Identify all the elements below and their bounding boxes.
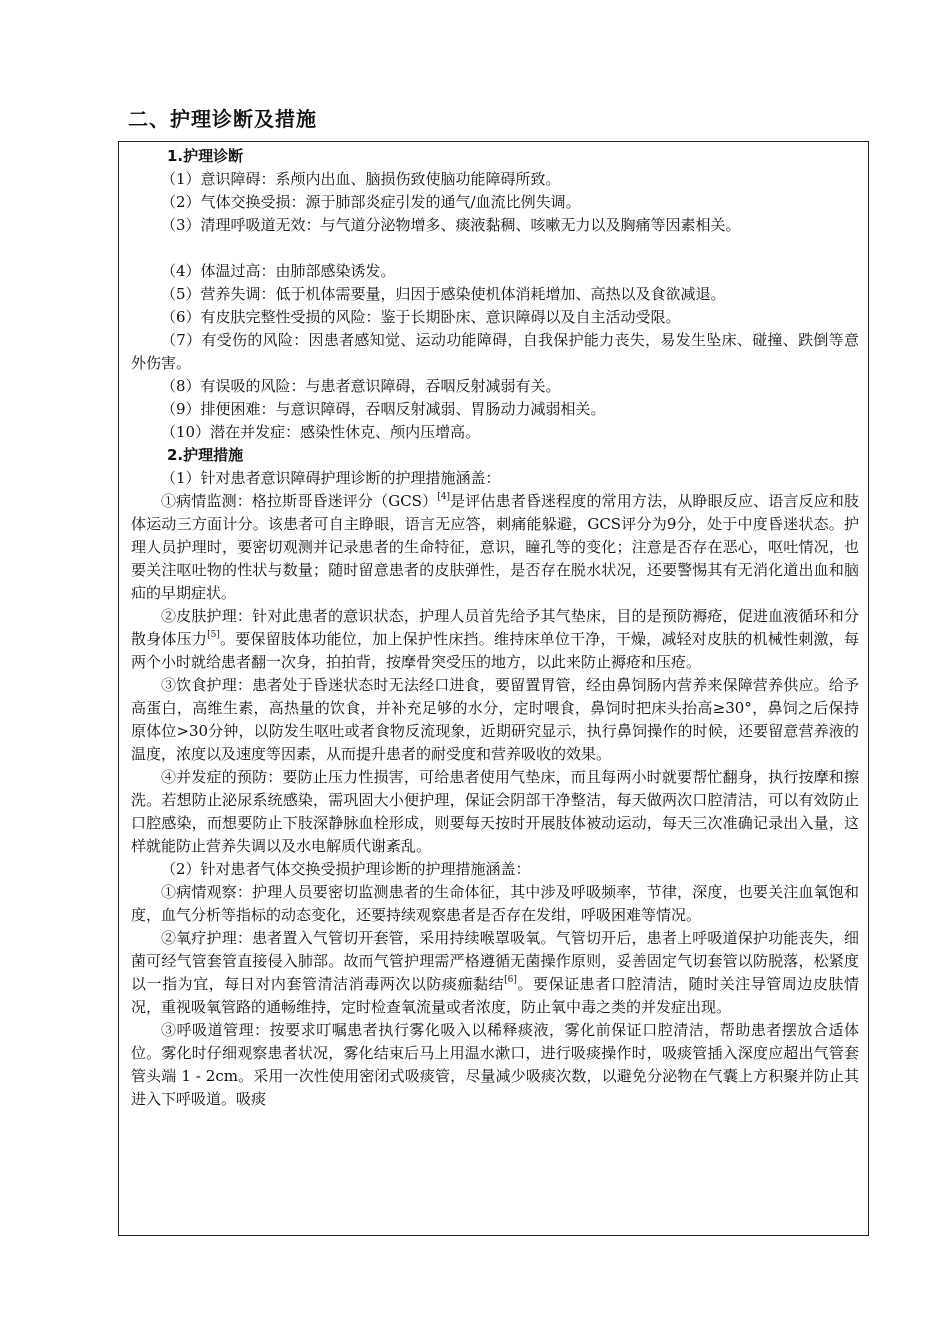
measure-condition-observation: ①病情观察：护理人员要密切监测患者的生命体征，其中涉及呼吸频率，节律，深度，也要关注血氧饱和度，血气分析等指标的动态变化，还要持续观察患者是否存在发绀，呼吸困难等情况。 [131,883,859,924]
diagnosis-item-10: （10）潜在并发症：感染性休克、颅内压增高。 [161,423,481,441]
measure-text: ②皮肤护理：针对此患者的意识状态，护理人员首先给予其气垫床，目的是预防褥疮，促进血液循环和分散身体压力 [131,607,859,648]
measure-text: ②氧疗护理：患者置入气管切开套管，采用持续喉罩吸氧。气管切开后，患者上呼吸道保护功能丧失，细菌可经气管套管直接侵入肺部。故而气管护理需严格遵循无菌操作原则，妥善固定气切套管以防脱落，松紧度以一指为宜，每日对内套管清洁消毒两次以防痰痂黏结 [131,929,859,993]
diagnosis-item-6: （6）有皮肤完整性受损的风险：鉴于长期卧床、意识障碍以及自主活动受限。 [161,308,681,326]
diagnosis-item-8: （8）有误吸的风险：与患者意识障碍，吞咽反射减弱有关。 [161,377,561,395]
citation-5: [5] [207,630,220,640]
measure-oxygen-therapy [131,927,859,1019]
diagnosis-item-4: （4）体温过高：由肺部感染诱发。 [161,262,396,280]
measure-text: ①病情监测：格拉斯哥昏迷评分（GCS） [161,492,438,510]
citation-6: [6] [504,975,517,985]
diagnosis-item-3: （3）清理呼吸道无效：与气道分泌物增多、痰液黏稠、咳嗽无力以及胸痛等因素相关。 [161,216,741,234]
measures-heading: 2.护理措施 [167,446,244,464]
measure-complication-prevention: ④并发症的预防：要防止压力性损害，可给患者使用气垫床，而且每两小时就要帮忙翻身，执行按摩和擦洗。若想防止泌尿系统感染，需巩固大小便护理，保证会阴部干净整洁，每天做两次口腔清洁，可以有效防止口腔感染，而想要防止下肢深静脉血栓形成，则要每天按时开展肢体被动运动，每天三次准确记录出入量，这样就能防止营养失调以及水电解质代谢紊乱。 [131,768,859,855]
measure-airway-management: ③呼吸道管理：按要求叮嘱患者执行雾化吸入以稀释痰液，雾化前保证口腔清洁，帮助患者摆放合适体位。雾化时仔细观察患者状况，雾化结束后马上用温水漱口，进行吸痰操作时，吸痰管插入深度应超出气管套管头端 1 - 2cm。采用一次性使用密闭式吸痰管，尽量减少吸痰次数，以避免分泌物在气囊上方积聚并防止其进入下呼吸道。吸痰 [131,1021,859,1108]
diagnosis-item-2: （2）气体交换受损：源于肺部炎症引发的通气/血流比例失调。 [161,193,581,211]
measure-text: 是评估患者昏迷程度的常用方法，从睁眼反应、语言反应和肢体运动三方面计分。该患者可自主睁眼，语言无应答，刺痛能躲避，GCS评分为9分，处于中度昏迷状态。护理人员护理时，要密切观测并记录患者的生命特征，意识，瞳孔等的变化；注意是否存在恶心，呕吐情况，也要关注呕吐物的性状与数量；随时留意患者的皮肤弹性，是否存在脱水状况，还要警惕其有无消化道出血和脑疝的早期症状。 [131,492,859,602]
measure-condition-monitoring [131,490,859,605]
measure-text: 。要保证患者口腔清洁，随时关注导管周边皮肤情况，重视吸氧管路的通畅维持，定时检查氧流量或者浓度，防止氧中毒之类的并发症出现。 [131,975,859,1016]
blank-line [131,237,859,260]
diagnosis-item-9: （9）排便困难：与意识障碍，吞咽反射减弱、胃肠动力减弱相关。 [161,400,606,418]
section-title: 二、护理诊断及措施 [128,107,317,131]
measure-skin-care [131,605,859,674]
diagnosis-item-5: （5）营养失调：低于机体需要量，归因于感染使机体消耗增加、高热以及食欲减退。 [161,285,726,303]
measures-sub2-intro: （2）针对患者气体交换受损护理诊断的护理措施涵盖： [161,860,531,878]
citation-4: [4] [437,492,450,502]
diagnosis-item-1: （1）意识障碍：系颅内出血、脑损伤致使脑功能障碍所致。 [161,170,561,188]
content-table-cell [118,141,869,1236]
measure-text: 。要保留肢体功能位，加上保护性床挡。维持床单位干净，干燥，减轻对皮肤的机械性刺激，每两个小时就给患者翻一次身，拍拍背，按摩骨突受压的地方，以此来防止褥疮和压疮。 [131,630,859,671]
measures-sub1-intro: （1）针对患者意识障碍护理诊断的护理措施涵盖： [161,469,501,487]
diagnosis-item-7: （7）有受伤的风险：因患者感知觉、运动功能障碍，自我保护能力丧失，易发生坠床、碰撞、跌倒等意外伤害。 [131,331,859,372]
diagnosis-heading: 1.护理诊断 [167,147,244,165]
measure-diet-care: ③饮食护理：患者处于昏迷状态时无法经口进食，要留置胃管，经由鼻饲肠内营养来保障营养供应。给予高蛋白，高维生素，高热量的饮食，并补充足够的水分，定时喂食，鼻饲时把床头抬高≥30°，鼻饲之后保持原体位>30分钟，以防发生呕吐或者食物反流现象，近期研究显示，执行鼻饲操作的时候，还要留意营养液的温度，浓度以及速度等因素，从而提升患者的耐受度和营养吸收的效果。 [131,676,859,763]
